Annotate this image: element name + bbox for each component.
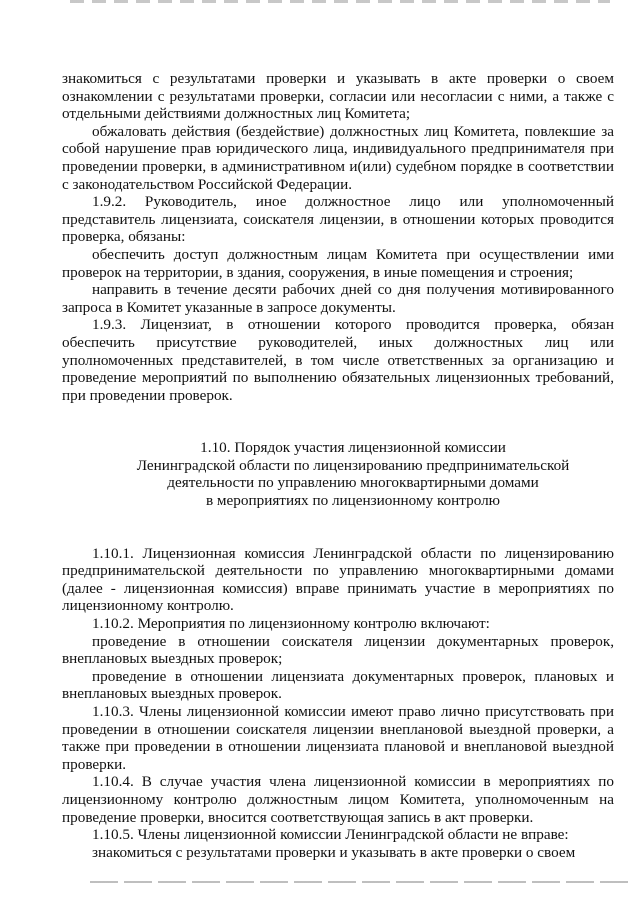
paragraph-1-10-5: 1.10.5. Члены лицензионной комиссии Ленинградской области не вправе: [92, 826, 569, 844]
paragraph-continued: знакомиться с результатами проверки и указывать в акте проверки о своем ознакомлении с результатами проверки, согласии или несогласии с ними, а также с отдельными действиями должностных лиц Комитета; [62, 70, 614, 123]
document-body [62, 70, 614, 861]
paragraph-licensee-checks: проведение в отношении лицензиата документарных проверок, плановых и внеплановых выездных проверок. [62, 667, 614, 703]
paragraph-1-10-3: 1.10.3. Члены лицензионной комиссии имеют право лично присутствовать при проведении в отношении соискателя лицензии внеплановой выездной проверки, а также при проведении в отношении лицензиата плановой и внеплановой выездной проверки. [62, 703, 614, 773]
section-heading-line-3: деятельности по управлению многоквартирными домами [167, 474, 539, 492]
paragraph-applicant-checks: проведение в отношении соискателя лицензии документарных проверок, внеплановых выездных проверок; [62, 632, 614, 668]
section-heading-line-2: Ленинградской области по лицензированию предпринимательской [136, 456, 570, 474]
section-heading [62, 439, 614, 509]
paragraph-1-10-1: 1.10.1. Лицензионная комиссия Ленинградской области по лицензированию предпринимательской деятельности по управлению многоквартирными домами (далее - лицензионная комиссия) вправе принимать участие в мероприятиях по лицензионному контролю. [62, 544, 614, 615]
paragraph-1-9-3: 1.9.3. Лицензиат, в отношении которого проводится проверка, обязан обеспечить присутствие руководителей, иных должностных лиц или уполномоченных представителей, в том числе ответственных за организацию и проведение мероприятий по выполнению обязательных лицензионных требований, при проведении проверок. [62, 316, 614, 404]
section-heading-line-1: 1.10. Порядок участия лицензионной комиссии [200, 439, 506, 457]
paragraph-ensure-access: обеспечить доступ должностным лицам Комитета при осуществлении ими проверок на территории, в здания, сооружения, в иные помещения и строения; [62, 245, 614, 281]
paragraph-not-entitled: знакомиться с результатами проверки и указывать в акте проверки о своем [92, 843, 576, 861]
paragraph-send-documents: направить в течение десяти рабочих дней со дня получения мотивированного запроса в Комитет указанные в запросе документы. [62, 281, 614, 316]
paragraph-1-10-4: 1.10.4. В случае участия члена лицензионной комиссии в мероприятиях по лицензионному контролю должностным лицом Комитета, уполномоченным на проведение проверки, вносится соответствующая запись в акт проверки. [62, 773, 614, 826]
paragraph-1-10-2: 1.10.2. Мероприятия по лицензионному контролю включают: [92, 615, 490, 633]
scan-artifact-bottom [90, 881, 630, 883]
section-heading-line-4: в мероприятиях по лицензионному контролю [205, 492, 501, 510]
paragraph-1-9-2: 1.9.2. Руководитель, иное должностное лицо или уполномоченный представитель лицензиата, соискателя лицензии, в отношении которых проводится проверка, обязаны: [62, 193, 614, 246]
scan-artifact-top [70, 0, 610, 3]
paragraph-appeal-rights: обжаловать действия (бездействие) должностных лиц Комитета, повлекшие за собой нарушение прав юридического лица, индивидуального предпринимателя при проведении проверки, в административном и(или) судебном порядке в соответствии с законодательством Российской Федерации. [62, 122, 614, 193]
